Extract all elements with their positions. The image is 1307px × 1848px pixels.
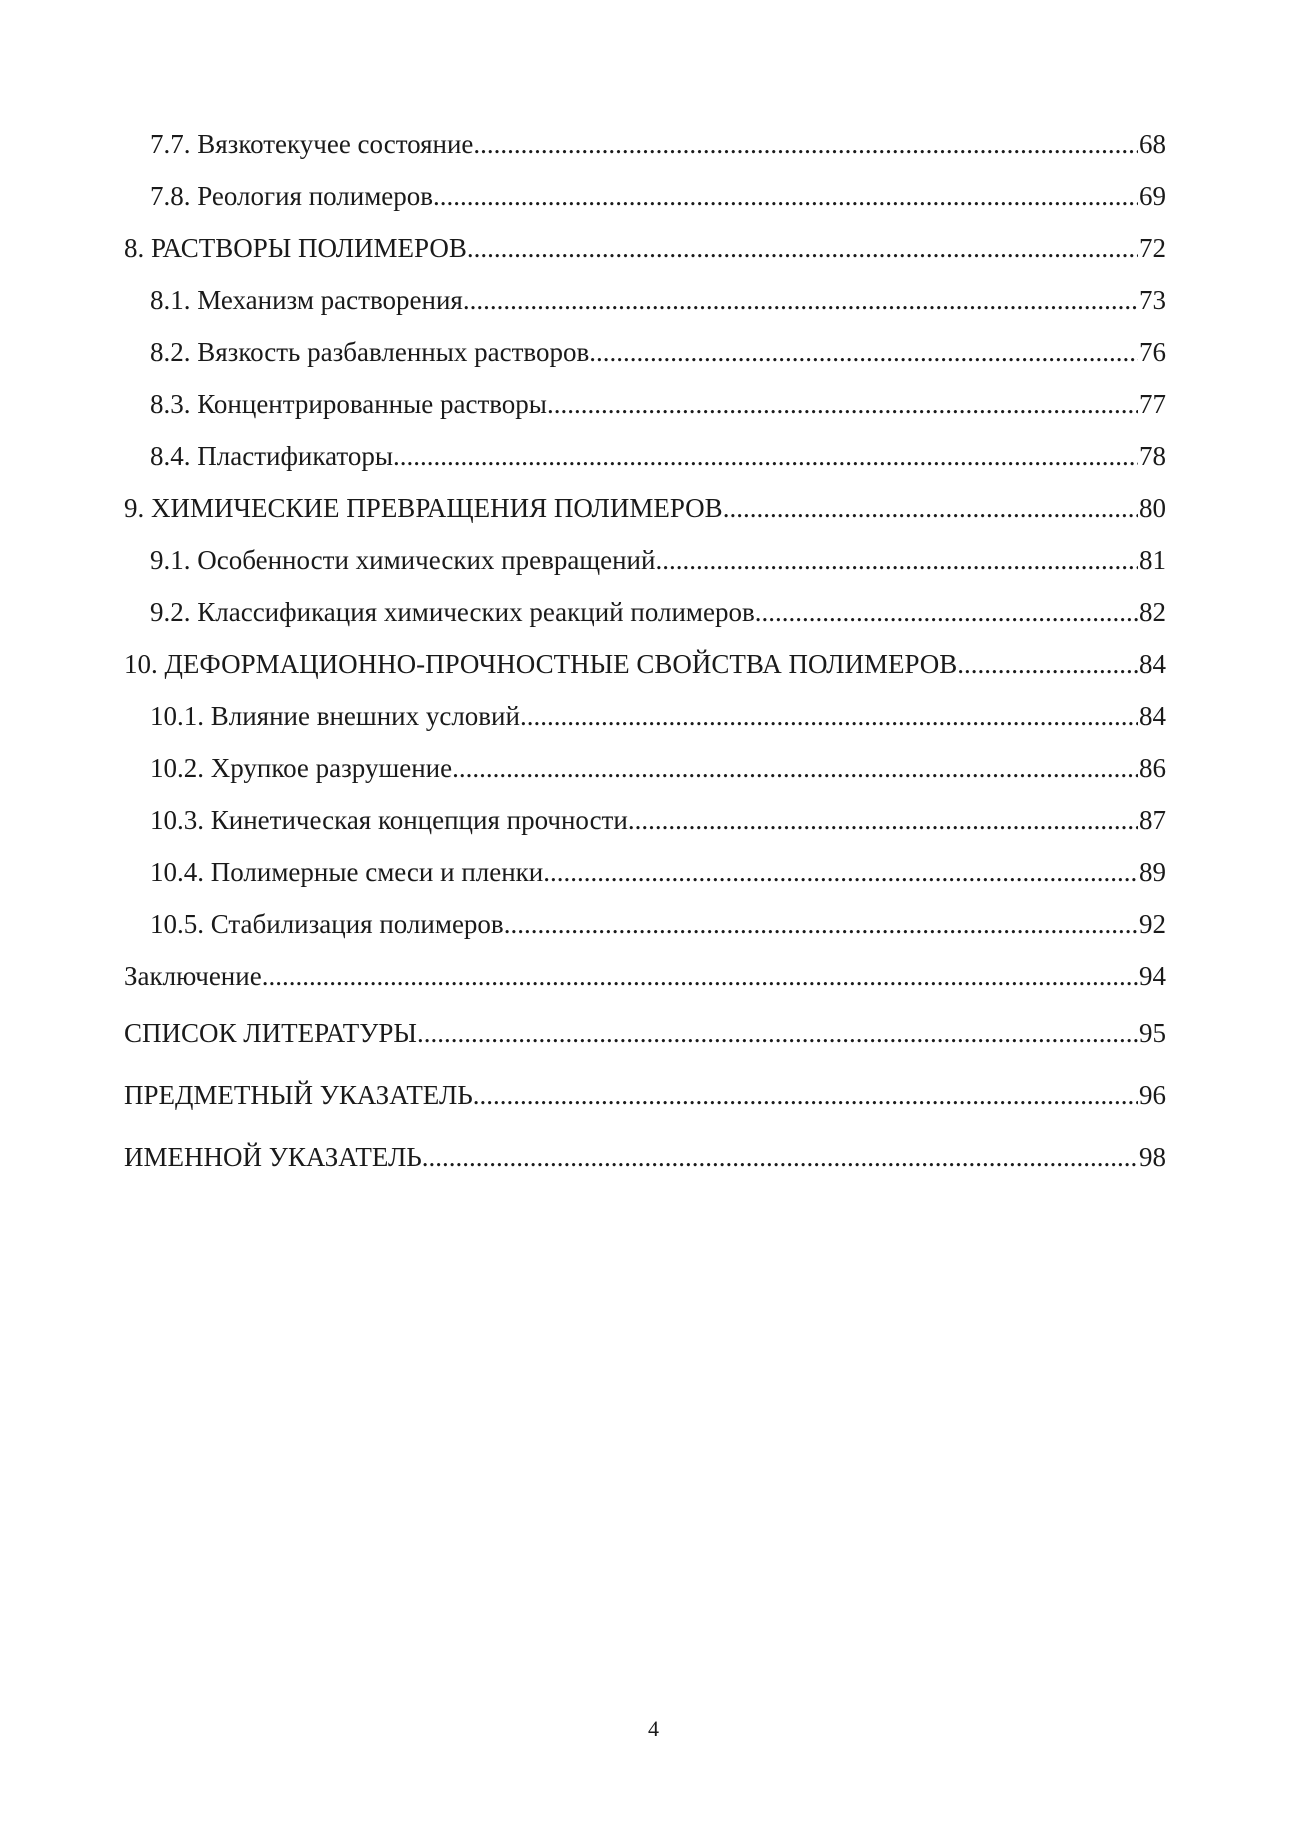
toc-entry-title: 10.2. Хрупкое разрушение [150, 753, 453, 783]
toc-leader-dots [589, 326, 1138, 378]
toc-leader-dots [655, 534, 1138, 586]
page-number: 4 [648, 1716, 659, 1741]
toc-entry-page: 81 [1139, 545, 1166, 575]
toc-leader-dots [723, 482, 1138, 534]
toc-leader-dots [628, 794, 1138, 846]
toc-leader-dots [417, 1002, 1138, 1064]
toc-entry-title: 7.8. Реология полимеров [150, 181, 434, 211]
toc-entry-title: 8.2. Вязкость разбавленных растворов [150, 337, 590, 367]
toc-entry-page: 84 [1139, 701, 1166, 731]
toc-entry[interactable] [124, 274, 1166, 326]
toc-entry-page: 80 [1139, 493, 1166, 523]
toc-entry-title: ИМЕННОЙ УКАЗАТЕЛЬ [124, 1142, 422, 1172]
toc-entry[interactable] [124, 378, 1166, 430]
toc-entry-page: 86 [1139, 753, 1166, 783]
toc-leader-dots [467, 222, 1138, 274]
toc-leader-dots [463, 274, 1138, 326]
toc-entry-title: 8.4. Пластификаторы [150, 441, 393, 471]
toc-entry-title: 8. РАСТВОРЫ ПОЛИМЕРОВ [124, 233, 467, 263]
toc-entry[interactable] [124, 1126, 1166, 1188]
toc-entry-title: ПРЕДМЕТНЫЙ УКАЗАТЕЛЬ [124, 1080, 473, 1110]
toc-leader-dots [433, 170, 1138, 222]
toc-entry-title: 7.7. Вязкотекучее состояние [150, 129, 474, 159]
toc-entry-page: 92 [1139, 909, 1166, 939]
toc-entry[interactable] [124, 534, 1166, 586]
toc-entry-title: Заключение [124, 961, 262, 991]
toc-entry-page: 94 [1139, 961, 1166, 991]
toc-entry-title: 9.1. Особенности химических превращений [150, 545, 656, 575]
toc-entry-title: 10.1. Влияние внешних условий [150, 701, 520, 731]
toc-leader-dots [520, 690, 1138, 742]
toc-entry[interactable] [124, 742, 1166, 794]
toc-entry-page: 72 [1139, 233, 1166, 263]
toc-leader-dots [755, 586, 1138, 638]
toc-entry-title: 10.3. Кинетическая концепция прочности [150, 805, 628, 835]
toc-entry[interactable] [124, 1002, 1166, 1064]
toc-entry[interactable] [124, 170, 1166, 222]
toc-entry-page: 98 [1139, 1142, 1166, 1172]
toc-entry[interactable] [124, 638, 1166, 690]
toc-leader-dots [393, 430, 1138, 482]
toc-entry-page: 78 [1139, 441, 1166, 471]
toc-leader-dots [543, 846, 1138, 898]
toc-entry-title: 8.1. Механизм растворения [150, 285, 463, 315]
toc-leader-dots [422, 1126, 1138, 1188]
toc-entry-page: 82 [1139, 597, 1166, 627]
toc-entry-page: 95 [1139, 1018, 1166, 1048]
toc-entry-page: 68 [1139, 129, 1166, 159]
toc-entry-page: 96 [1139, 1080, 1166, 1110]
toc-entry[interactable] [124, 690, 1166, 742]
toc-entry-title: 9.2. Классификация химических реакций полимеров [150, 597, 755, 627]
toc-entry-title: 10.4. Полимерные смеси и пленки [150, 857, 544, 887]
toc-entry-page: 73 [1139, 285, 1166, 315]
toc-entry-page: 87 [1139, 805, 1166, 835]
toc-entry-page: 69 [1139, 181, 1166, 211]
toc-entry[interactable] [124, 326, 1166, 378]
toc-entry[interactable] [124, 950, 1166, 1002]
toc-entry[interactable] [124, 1064, 1166, 1126]
toc-leader-dots [504, 898, 1138, 950]
toc-leader-dots [473, 118, 1138, 170]
toc-entry-title: 8.3. Концентрированные растворы [150, 389, 547, 419]
toc-entry[interactable] [124, 118, 1166, 170]
toc-entry-title: СПИСОК ЛИТЕРАТУРЫ [124, 1018, 417, 1048]
toc-leader-dots [262, 950, 1138, 1002]
toc-leader-dots [547, 378, 1138, 430]
toc-entry[interactable] [124, 586, 1166, 638]
toc-entry[interactable] [124, 794, 1166, 846]
toc-entry[interactable] [124, 482, 1166, 534]
toc-entry[interactable] [124, 430, 1166, 482]
toc-entry[interactable] [124, 846, 1166, 898]
toc-entry-page: 89 [1139, 857, 1166, 887]
toc-entry[interactable] [124, 898, 1166, 950]
toc-entry[interactable] [124, 222, 1166, 274]
toc-entry-page: 76 [1139, 337, 1166, 367]
toc-entry-page: 77 [1139, 389, 1166, 419]
table-of-contents [124, 118, 1166, 1188]
toc-leader-dots [452, 742, 1138, 794]
toc-leader-dots [957, 638, 1138, 690]
toc-entry-title: 10. ДЕФОРМАЦИОННО-ПРОЧНОСТНЫЕ СВОЙСТВА ПОЛИМЕРОВ [124, 649, 958, 679]
toc-entry-title: 9. ХИМИЧЕСКИЕ ПРЕВРАЩЕНИЯ ПОЛИМЕРОВ [124, 493, 723, 523]
toc-entry-title: 10.5. Стабилизация полимеров [150, 909, 504, 939]
toc-leader-dots [473, 1064, 1138, 1126]
toc-entry-page: 84 [1139, 649, 1166, 679]
